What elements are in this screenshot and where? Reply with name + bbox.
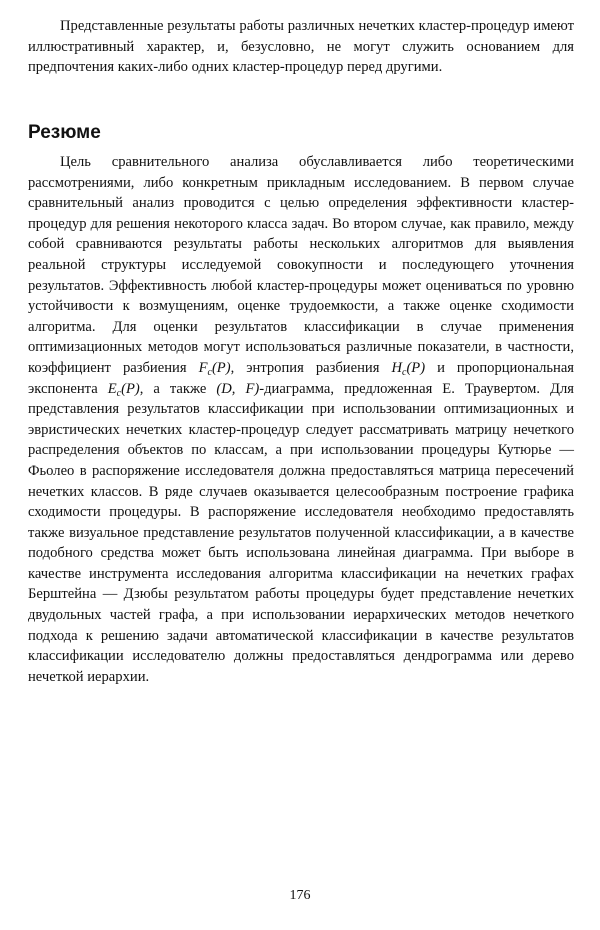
section-heading: Резюме — [28, 122, 101, 143]
summary-paragraph — [28, 152, 574, 687]
formula-f-symbol: F — [198, 359, 208, 376]
formula-f-subscript: c — [207, 366, 212, 378]
summary-text-a: Цель сравнительного анализа обуславливается либо теоретическими рассмотрениями, либо конкретным прикладным исследованием. В первом случае сравнительный анализ проводится с целью определения эффективности кластер-процедур для решения некоторого класса задач. Во втором случае, как правило, между собой сравниваются результаты работы нескольких алгоритмов для выявления реальной структуры исследуемой совокупности и последующего уточнения результатов. Эффективность любой кластер-процедуры может оцениваться по уровню устойчивости к возмущениям, оценке трудоемкости, а также оценке сходимости алгоритма. Для оценки результатов классификации в случае применения оптимизационных методов могут использоваться различные показатели, в частности, коэффициент разбиения — [28, 154, 574, 376]
formula-df-diagram: (D, F) — [216, 380, 260, 397]
formula-h-subscript: c — [401, 366, 407, 378]
summary-text-c: и пропорциональная экспонента — [28, 359, 575, 397]
formula-proportional-exponent — [108, 381, 140, 397]
formula-f-argument: (P) — [211, 359, 231, 376]
summary-text-b: , энтропия разбиения — [230, 359, 392, 376]
formula-e-subscript: c — [116, 387, 122, 399]
summary-text-e: -диаграмма, предложенная Е. Траувертом. Для представления результатов классификации при использовании оптимизационных и эвристических нечетких кластер-процедур следует рассматривать матрицу нечеткого распределения объектов по классам, а при использовании процедуры Кутюрье — Фьолео в распоряжение исследователя должна предоставляться матрица пересечений нечетких классов. В ряде случаев оказывается целесообразным построение графика сходимости процедуры. В распоряжение исследователя необходимо предоставлять также визуальное представление результатов полученной классификации, а в качестве подобного средства может быть использована линейная диаграмма. При выборе в качестве инструмента исследования алгоритма классификации на нечетких графах Берштейна — Дзюбы результатом работы процедуры будет представление нечетких двудольных частей графа, а при использовании иерархических методов нечеткого подхода к решению задачи автоматической классификации в качестве результатов классификации исследователю должны предоставляться дендрограмма или дерево нечеткой иерархии. — [28, 380, 574, 685]
formula-partition-coefficient — [199, 360, 231, 376]
formula-e-argument: (P) — [121, 380, 140, 397]
formula-e-symbol: E — [107, 380, 117, 397]
formula-h-argument: (P) — [406, 359, 426, 376]
page-number: 176 — [289, 888, 311, 903]
intro-paragraph: Представленные результаты работы различных нечетких кластер-процедур имеют иллюстративный характер, и, безусловно, не могут служить основанием для предпочтения каких-либо одних кластер-процедур перед другими. — [28, 18, 574, 76]
formula-h-symbol: H — [391, 359, 402, 376]
summary-text-d: , а также — [139, 380, 217, 397]
formula-partition-entropy — [391, 360, 425, 376]
